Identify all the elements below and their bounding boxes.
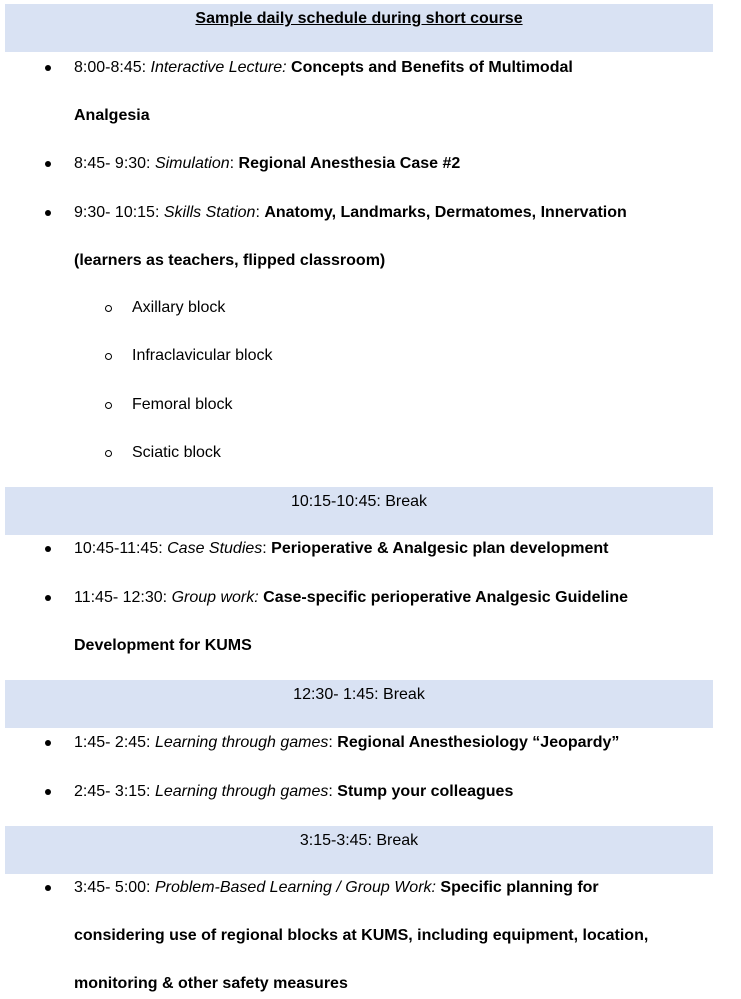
bullet — [45, 161, 51, 167]
item-topic-cont: Analgesia — [74, 107, 150, 124]
item-kind: Learning through games — [154, 783, 329, 800]
break-band — [5, 487, 713, 535]
item-kind: Learning through games — [154, 734, 329, 751]
bullet — [45, 210, 51, 216]
bullet — [45, 740, 51, 746]
item-time: 2:45- 3:15: — [74, 783, 155, 800]
block-item: Femoral block — [132, 396, 233, 413]
break-label: 10:15-10:45: Break — [290, 493, 428, 510]
break-label: 12:30- 1:45: Break — [293, 686, 425, 703]
item-time: 1:45- 2:45: — [74, 734, 155, 751]
schedule-item — [74, 878, 599, 898]
item-time: 8:00-8:45: — [74, 59, 151, 76]
schedule-title: Sample daily schedule during short course — [195, 10, 523, 27]
item-time: 11:45- 12:30: — [74, 589, 172, 606]
item-sep: : — [229, 155, 239, 172]
item-sep: : — [255, 204, 265, 221]
schedule-item — [74, 539, 608, 559]
bullet — [45, 885, 51, 891]
sub-bullet — [105, 305, 112, 312]
item-time: 9:30- 10:15: — [74, 204, 164, 221]
item-kind: Problem-Based Learning / Group Work: — [154, 879, 436, 896]
title-band — [5, 4, 713, 52]
bullet — [45, 595, 51, 601]
item-sep: : — [328, 783, 338, 800]
schedule-item — [74, 588, 628, 608]
item-topic: Perioperative & Analgesic plan development — [271, 540, 609, 557]
break-band — [5, 826, 713, 874]
item-topic-cont: considering use of regional blocks at KUMS, including equipment, location, — [74, 927, 649, 944]
schedule-item — [74, 154, 460, 174]
item-topic: Anatomy, Landmarks, Dermatomes, Innervation — [264, 204, 627, 221]
item-time: 8:45- 9:30: — [74, 155, 155, 172]
item-topic: Regional Anesthesiology “Jeopardy” — [337, 734, 620, 751]
item-topic-cont: (learners as teachers, flipped classroom) — [74, 252, 386, 269]
item-topic: Concepts and Benefits of Multimodal — [291, 59, 573, 76]
sub-bullet — [105, 353, 112, 360]
item-kind: Simulation — [154, 155, 230, 172]
item-sep: : — [328, 734, 338, 751]
item-kind: Interactive Lecture: — [150, 59, 287, 76]
item-topic-cont: monitoring & other safety measures — [74, 975, 348, 992]
break-band — [5, 680, 713, 728]
item-topic: Case-specific perioperative Analgesic Guideline — [263, 589, 629, 606]
item-topic: Stump your colleagues — [337, 783, 514, 800]
item-topic: Regional Anesthesia Case #2 — [238, 155, 461, 172]
schedule-item — [74, 203, 627, 223]
break-label: 3:15-3:45: Break — [299, 832, 419, 849]
item-kind: Skills Station — [163, 204, 256, 221]
item-topic: Specific planning for — [440, 879, 599, 896]
bullet — [45, 65, 51, 71]
item-sep: : — [262, 540, 272, 557]
block-item: Axillary block — [132, 299, 226, 316]
sub-bullet — [105, 450, 112, 457]
item-kind: Case Studies — [167, 540, 263, 557]
sub-bullet — [105, 402, 112, 409]
block-item: Infraclavicular block — [132, 347, 273, 364]
block-item: Sciatic block — [132, 444, 221, 461]
item-time: 3:45- 5:00: — [74, 879, 155, 896]
item-topic-cont: Development for KUMS — [74, 637, 252, 654]
schedule-item — [74, 733, 619, 753]
schedule-item — [74, 58, 573, 78]
bullet — [45, 789, 51, 795]
bullet — [45, 546, 51, 552]
item-kind: Group work: — [171, 589, 259, 606]
item-time: 10:45-11:45: — [74, 540, 168, 557]
schedule-item — [74, 782, 513, 802]
